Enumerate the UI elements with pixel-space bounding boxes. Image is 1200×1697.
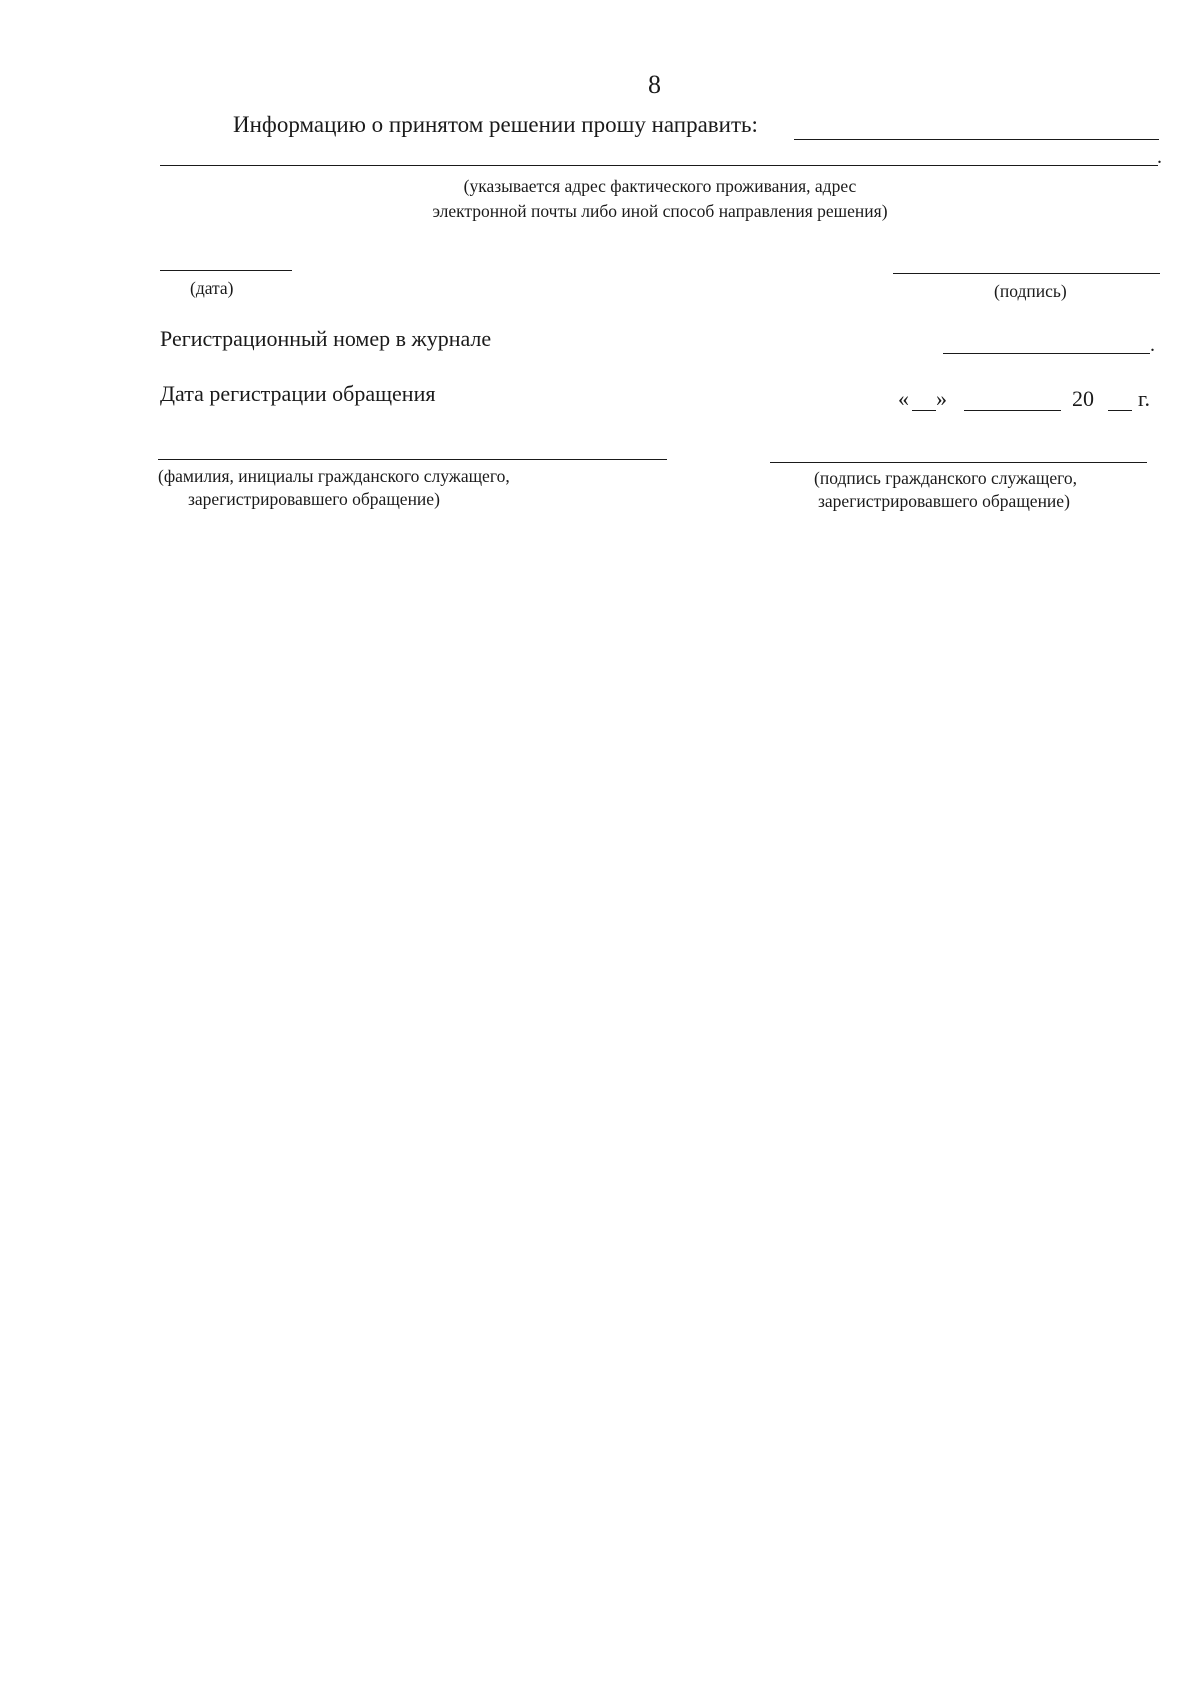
registration-number-end-dot: .	[1150, 334, 1155, 356]
year-suffix: г.	[1138, 386, 1151, 411]
date-quote-open: «	[898, 386, 909, 411]
date-caption: (дата)	[190, 278, 234, 298]
info-request-end-dot: .	[1157, 146, 1162, 168]
info-request-hint-line1: (указывается адрес фактического проживания, адрес	[463, 176, 857, 196]
info-request-hint-line2: электронной почты либо иной способ направления решения)	[432, 201, 888, 221]
month-field-line[interactable]	[964, 410, 1061, 411]
employee-name-caption-line1: (фамилия, инициалы гражданского служащего,	[158, 466, 510, 486]
registration-number-field-line[interactable]	[943, 353, 1150, 354]
date-quote-close: »	[936, 386, 947, 411]
day-field-line[interactable]	[912, 410, 936, 411]
registration-date-label: Дата регистрации обращения	[160, 381, 436, 406]
employee-name-field-line[interactable]	[158, 459, 667, 460]
year-prefix: 20	[1072, 386, 1094, 411]
info-request-field-line-2[interactable]	[160, 165, 1158, 166]
registration-number-label: Регистрационный номер в журнале	[160, 326, 492, 351]
employee-name-caption-line2: зарегистрировавшего обращение)	[188, 489, 440, 509]
employee-signature-caption-line2: зарегистрировавшего обращение)	[818, 491, 1070, 511]
employee-signature-caption-line1: (подпись гражданского служащего,	[814, 468, 1078, 488]
signature-field-line[interactable]	[893, 273, 1160, 274]
employee-signature-field-line[interactable]	[770, 462, 1147, 463]
date-field-line[interactable]	[160, 270, 292, 271]
info-request-field-line-1[interactable]	[794, 139, 1159, 140]
info-request-label: Информацию о принятом решении прошу направить:	[233, 112, 758, 137]
signature-caption: (подпись)	[994, 281, 1067, 301]
year-field-line[interactable]	[1108, 410, 1132, 411]
page-number: 8	[648, 70, 661, 99]
